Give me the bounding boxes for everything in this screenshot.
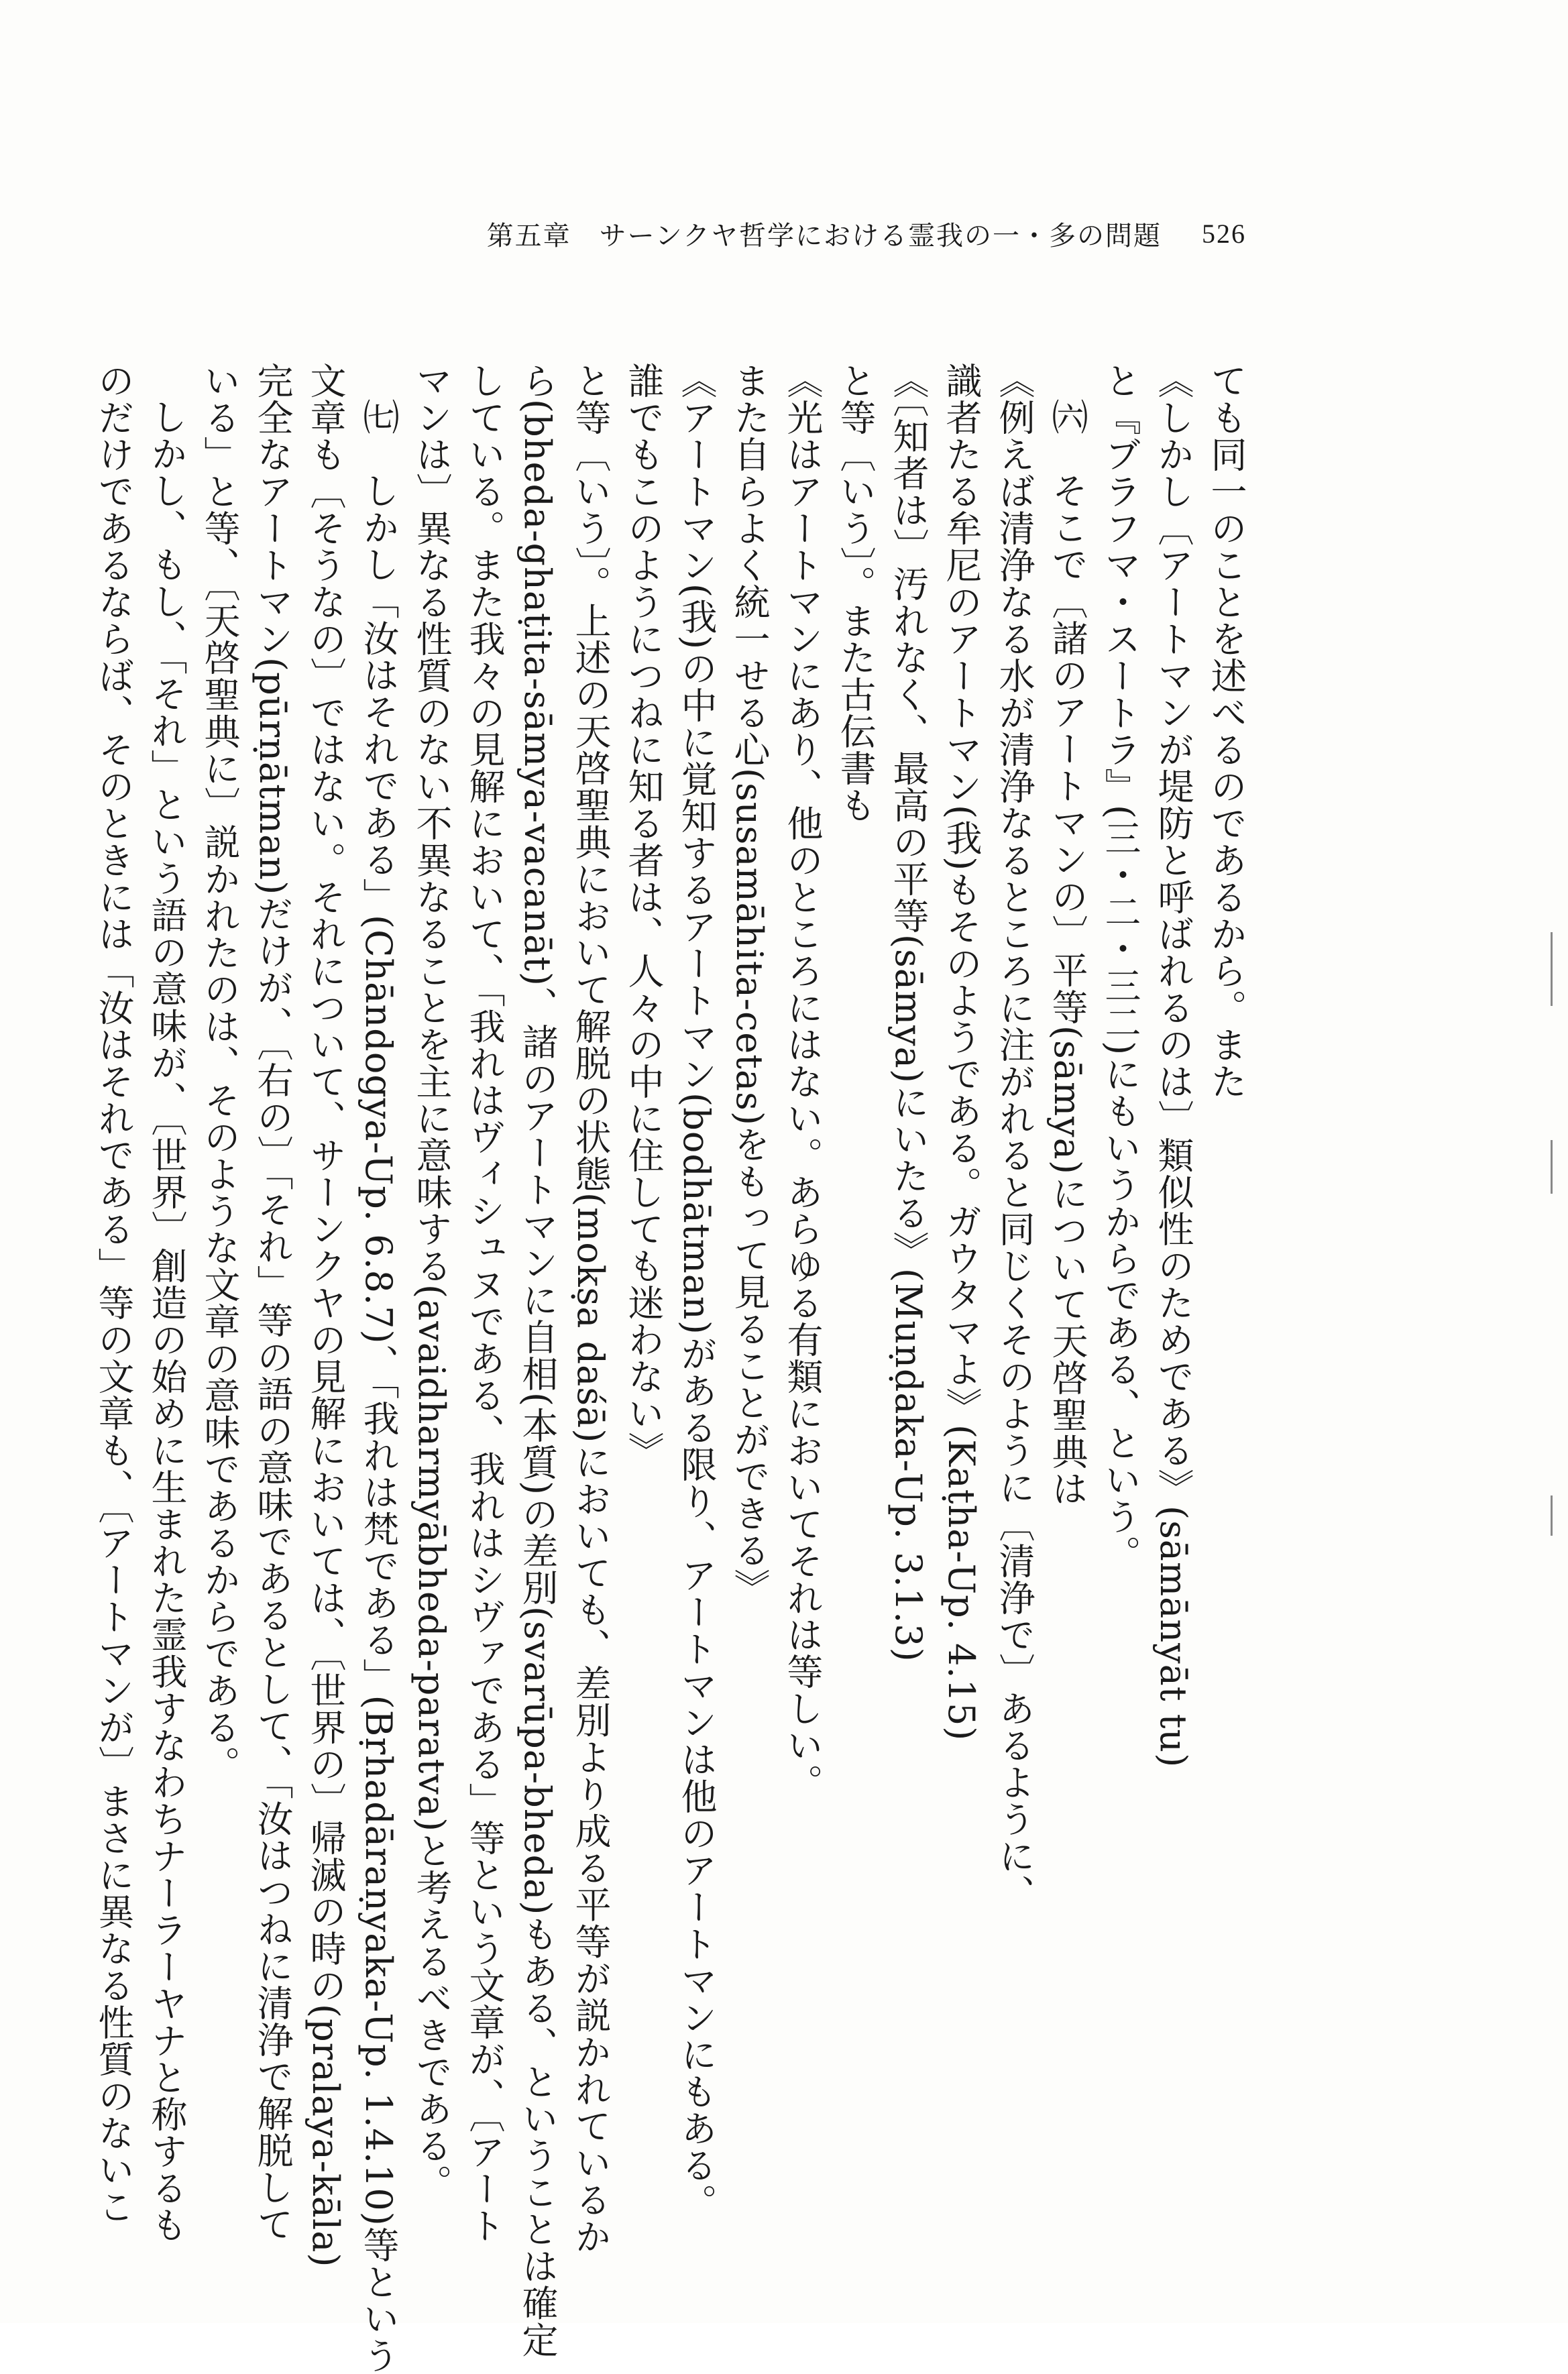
text-line: ても同一のことを述べるのであるから。また	[1205, 362, 1247, 1100]
text-line: と等〔いう〕。また古伝書も	[834, 362, 877, 824]
text-line: マンは〕異なる性質のない不異なることを主に意味する(avaidharmyābheda-paratva)と考えるべきである。	[410, 362, 453, 2202]
text-line: また自らよく統一せる心(susamāhita-cetas)をもって見ることができる》	[728, 362, 771, 1605]
text-line: ㈦ しかし「汝はそれである」(Chāndogya-Up. 6.8.7)、「我れは梵である」(Bṛhadāraṇyaka-Up. 1.4.10)等という	[357, 398, 400, 2374]
page-edge-mark	[1551, 932, 1553, 1006]
text-line: 《しかし〔アートマンが堤防と呼ばれるのは〕類似性のためである》(sāmānyāt tu)	[1152, 362, 1194, 1768]
text-line: 《光はアートマンにあり、他のところにはない。あらゆる有類においてそれは等しい。	[781, 362, 824, 1801]
text-line: ら(bheda-ghaṭita-sāmya-vacanāt)、諸のアートマンに自相(本質)の差別(svarūpa-bheda)もある、ということは確定	[516, 362, 559, 2359]
text-line: 識者たる牟尼のアートマン(我)もそのようである。ガウタマよ》(Kaṭha-Up. 4.15)	[940, 362, 983, 1742]
text-line: 《〔知者は〕汚れなく、最高の平等(sāmya)にいたる》(Muṇḍaka-Up. 3.1.3)	[887, 362, 930, 1662]
running-head	[487, 213, 1246, 253]
text-line: しかし、もし、「それ」という語の意味が、〔世界〕創造の始めに生まれた霊我すなわちナーラーヤナと称するも	[146, 398, 188, 2243]
page-number: 526	[1202, 218, 1246, 249]
text-line: 完全なアートマン(pūrṇātman)だけが、〔右の〕「それ」等の語の意味であるとして、「汝はつねに清浄で解脱して	[251, 362, 294, 2243]
body-text	[87, 362, 1253, 2374]
text-line: と『ブラフマ・スートラ』(三・二・三二)にもいうからである、という。	[1099, 362, 1141, 1573]
text-line: のだけであるならば、そのときには「汝はそれである」等の文章も、〔アートマンが〕まさに異なる性質のないこ	[93, 362, 135, 2225]
text-line: 《例えば清浄なる水が清浄なるところに注がれると同じくそのように〔清浄で〕あるように、	[993, 362, 1035, 1911]
text-line: ㈥ そこで〔諸のアートマンの〕平等(sāmya)について天啓聖典は	[1046, 398, 1088, 1507]
text-line: 誰でもこのようにつねに知る者は、人々の中に住しても迷わない》	[622, 362, 665, 1469]
text-line: と等〔いう〕。上述の天啓聖典において解脱の状態(mokṣa daśā)においても、差別より成る平等が説かれているか	[569, 362, 612, 2255]
page-edge-mark	[1551, 1495, 1553, 1536]
text-line: している。また我々の見解において、「我れはヴィシュヌである、我れはシヴァである」等という文章が、〔アート	[463, 362, 506, 2244]
chapter-title: 第五章 サーンクヤ哲学における霊我の一・多の問題	[486, 220, 1162, 251]
text-line: いる」と等、〔天啓聖典に〕説かれたのは、そのような文章の意味であるからである。	[199, 362, 241, 1783]
page-edge-mark	[1551, 1140, 1553, 1194]
text-line: 文章も〔そうなの〕ではない。それについて、サーンクヤの見解においては、〔世界の〕帰滅の時の(pralaya-kāla)	[304, 362, 347, 2268]
text-line: 《アートマン(我)の中に覚知するアートマン(bodhātman)がある限り、アートマンは他のアートマンにもある。	[675, 362, 718, 2220]
